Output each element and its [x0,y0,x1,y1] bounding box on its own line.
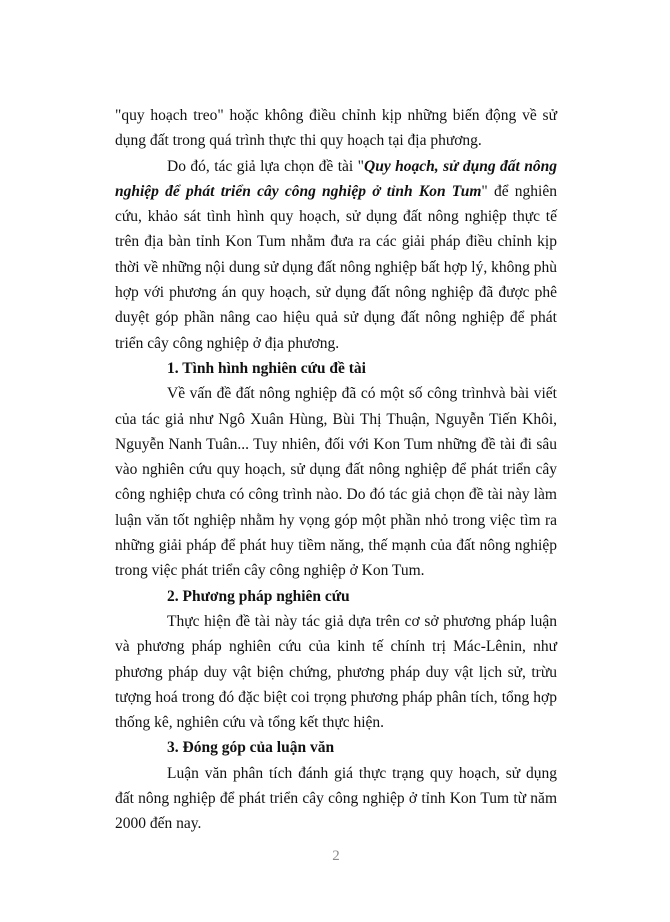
page-number: 2 [332,848,340,864]
section-heading-1: 1. Tình hình nghiên cứu đề tài [167,359,366,377]
paragraph-methodology: Thực hiện đề tài này tác giả dựa trên cơ sở phương pháp luận và phương pháp nghiên cứu của kinh tế chính trị Mác-Lênin, như phương pháp duy vật biện chứng, phương pháp duy vật lịch sử, trừu tượng hoá trong đó đặc biệt coi trọng phương pháp phân tích, tổng hợp thống kê, nghiên cứu và tổng kết thực hiện. [115,612,557,732]
paragraph-topic-lead: Do đó, tác giả lựa chọn đề tài " [167,157,364,175]
paragraph-topic-selection [115,154,557,356]
paragraph-contribution: Luận văn phân tích đánh giá thực trạng quy hoạch, sử dụng đất nông nghiệp để phát triển cây công nghiệp ở tỉnh Kon Tum từ năm 2000 đến nay. [115,764,557,833]
paragraph-research-status: Về vấn đề đất nông nghiệp đã có một số công trìnhvà bài viết của tác giả như Ngô Xuân Hùng, Bùi Thị Thuận, Nguyễn Tiến Khôi, Nguyễn Nanh Tuân... Tuy nhiên, đối với Kon Tum những đề tài đi sâu vào nghiên cứu quy hoạch, sử dụng đất nông nghiệp để phát triển cây công nghiệp chưa có công trình nào. Do đó tác giả chọn đề tài này làm luận văn tốt nghiệp nhằm hy vọng góp một phần nhỏ trong việc tìm ra những giải pháp để phát huy tiềm năng, thế mạnh của đất nông nghiệp trong việc phát triển cây công nghiệp ở Kon Tum. [115,385,557,580]
paragraph-continuation: "quy hoạch treo" hoặc không điều chỉnh kịp những biến động về sử dụng đất trong quá trình thực thi quy hoạch tại địa phương. [115,107,557,150]
section-heading-2: 2. Phương pháp nghiên cứu [167,587,350,605]
paragraph-topic-rest: " để nghiên cứu, khảo sát tình hình quy hoạch, sử dụng đất nông nghiệp thực tế trên địa bàn tỉnh Kon Tum nhằm đưa ra các giải pháp điều chỉnh kịp thời về những nội dung sử dụng đất nông nghiệp bất hợp lý, không phù hợp với phương án quy hoạch, sử dụng đất nông nghiệp đã được phê duyệt góp phần nâng cao hiệu quả sử dụng đất nông nghiệp để phát triển cây công nghiệp ở địa phương. [115,182,557,352]
thesis-title: Quy hoạch, sử dụng đất nông nghiệp để phát triển cây công nghiệp ở tỉnh Kon Tum [115,157,557,200]
section-heading-3: 3. Đóng góp của luận văn [167,739,335,757]
document-text-block [115,103,557,837]
